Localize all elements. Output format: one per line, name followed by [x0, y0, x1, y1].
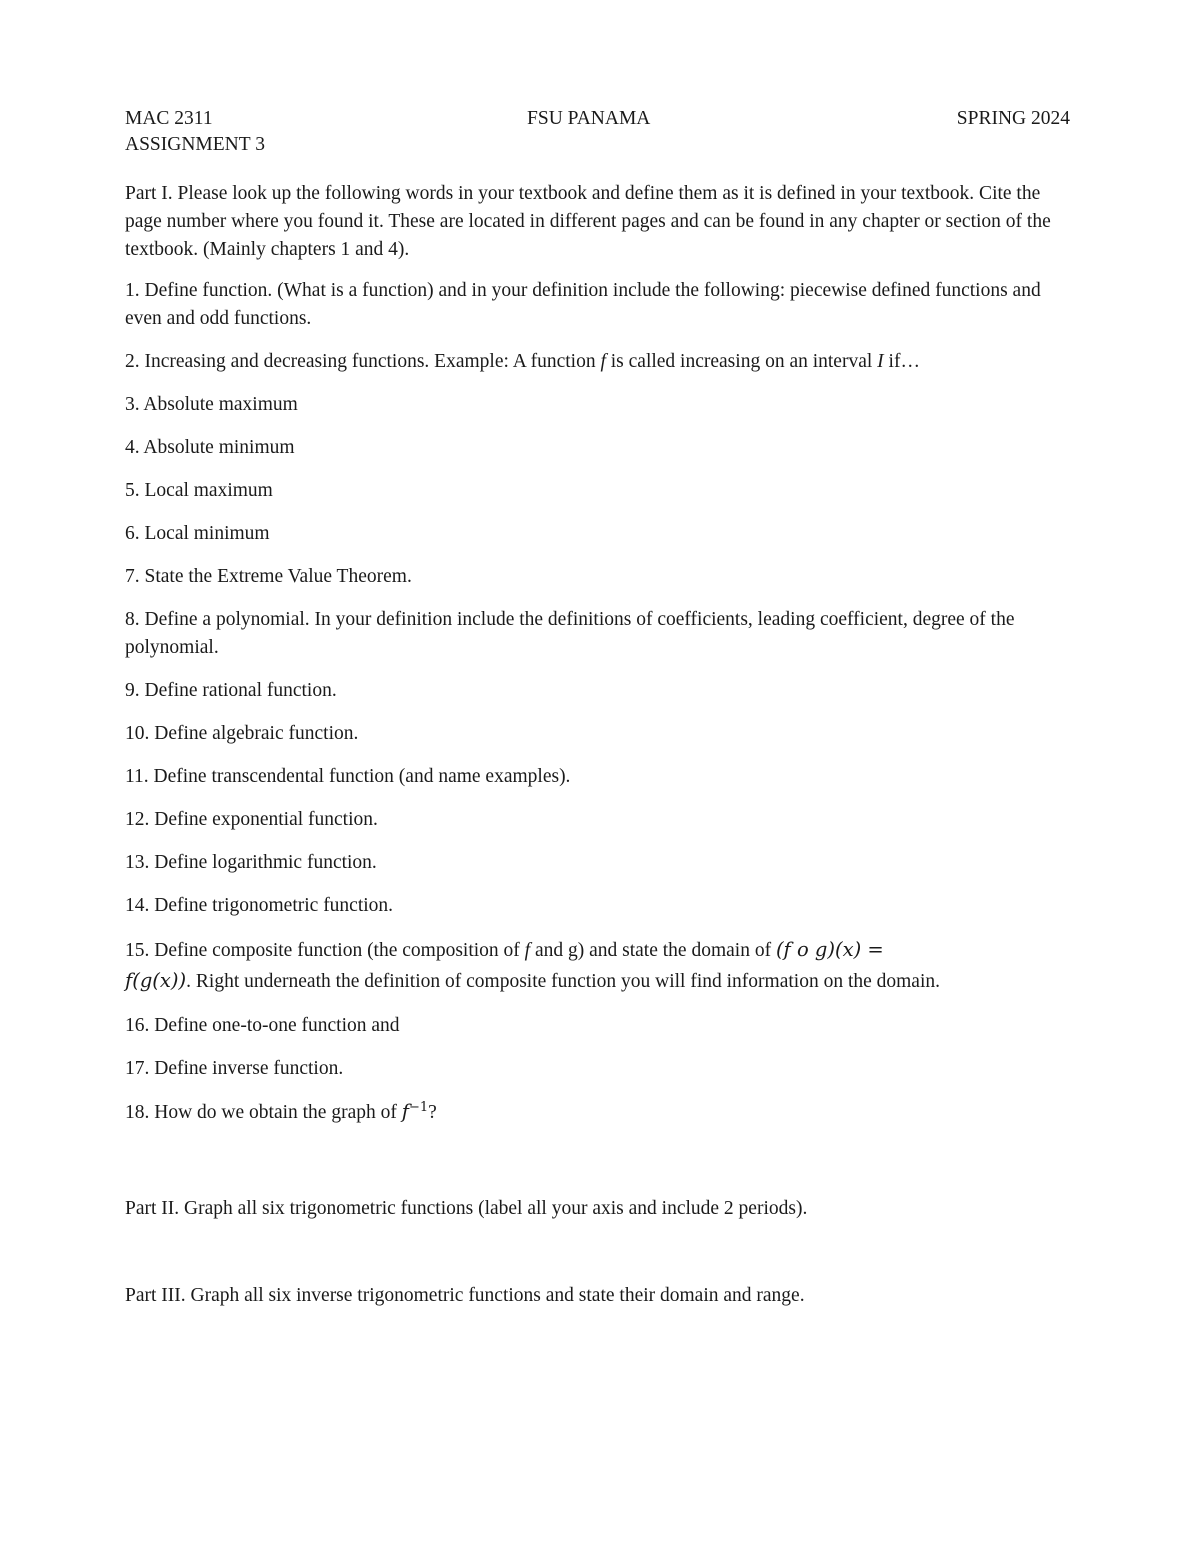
item-8: 8. Define a polynomial. In your definition include the definitions of coefficients, leading coefficient, degree of the polynomial.	[125, 609, 1015, 658]
item-18-f: f	[401, 1100, 409, 1123]
term-label: SPRING 2024	[956, 108, 1070, 129]
item-2-text-c: if…	[883, 351, 920, 372]
item-2-text-b: is called increasing on an interval	[605, 351, 878, 372]
item-13: 13. Define logarithmic function.	[125, 852, 377, 873]
item-4: 4. Absolute minimum	[125, 437, 295, 458]
assignment-page	[125, 106, 1070, 1306]
header-row	[125, 106, 1070, 132]
item-2-interval: I	[877, 351, 884, 372]
item-1: 1. Define function. (What is a function) and in your definition include the following: piecewise defined functions and even and odd functions.	[125, 280, 1041, 329]
assignment-title: ASSIGNMENT 3	[125, 134, 265, 155]
item-6: 6. Local minimum	[125, 523, 270, 544]
item-15-text-c: . Right underneath the definition of composite function you will find information on the domain.	[186, 971, 941, 992]
item-11: 11. Define transcendental function (and name examples).	[125, 766, 571, 787]
item-9: 9. Define rational function.	[125, 680, 337, 701]
item-18-text-b: ?	[428, 1102, 437, 1123]
item-7: 7. State the Extreme Value Theorem.	[125, 566, 412, 587]
part1-items	[125, 277, 1070, 1127]
item-2-f: f	[600, 351, 606, 372]
item-18	[125, 1098, 1070, 1127]
item-18-text-a: 18. How do we obtain the graph of	[125, 1102, 402, 1123]
part3-instructions: Part III. Graph all six inverse trigonometric functions and state their domain and range.	[125, 1285, 805, 1306]
item-14: 14. Define trigonometric function.	[125, 895, 394, 916]
school-name: FSU PANAMA	[527, 108, 651, 129]
item-2-text-a: 2. Increasing and decreasing functions. Example: A function	[125, 351, 601, 372]
part2-instructions: Part II. Graph all six trigonometric functions (label all your axis and include 2 periods).	[125, 1198, 808, 1219]
item-15-f: f	[524, 940, 531, 961]
item-5: 5. Local maximum	[125, 480, 273, 501]
item-15-text-a: 15. Define composite function (the composition of	[125, 940, 525, 961]
part1-intro: Part I. Please look up the following words in your textbook and define them as it is defined in your textbook. Cite the page number where you found it. These are located in different pages and can be found in any chapter or section of the textbook. (Mainly chapters 1 and 4).	[125, 183, 1051, 260]
item-17: 17. Define inverse function.	[125, 1058, 344, 1079]
item-15	[125, 935, 1070, 997]
course-code: MAC 2311	[125, 108, 213, 129]
item-15-composition-expression: (f o g)(x) =	[775, 938, 884, 961]
item-10: 10. Define algebraic function.	[125, 723, 359, 744]
item-12: 12. Define exponential function.	[125, 809, 378, 830]
item-16: 16. Define one-to-one function and	[125, 1015, 400, 1036]
item-15-composition-value: f(g(x))	[125, 969, 187, 992]
item-3: 3. Absolute maximum	[125, 394, 298, 415]
item-2	[125, 348, 1070, 376]
item-15-text-b: and g) and state the domain of	[530, 940, 776, 961]
item-18-inverse-exponent: −1	[408, 1100, 429, 1115]
